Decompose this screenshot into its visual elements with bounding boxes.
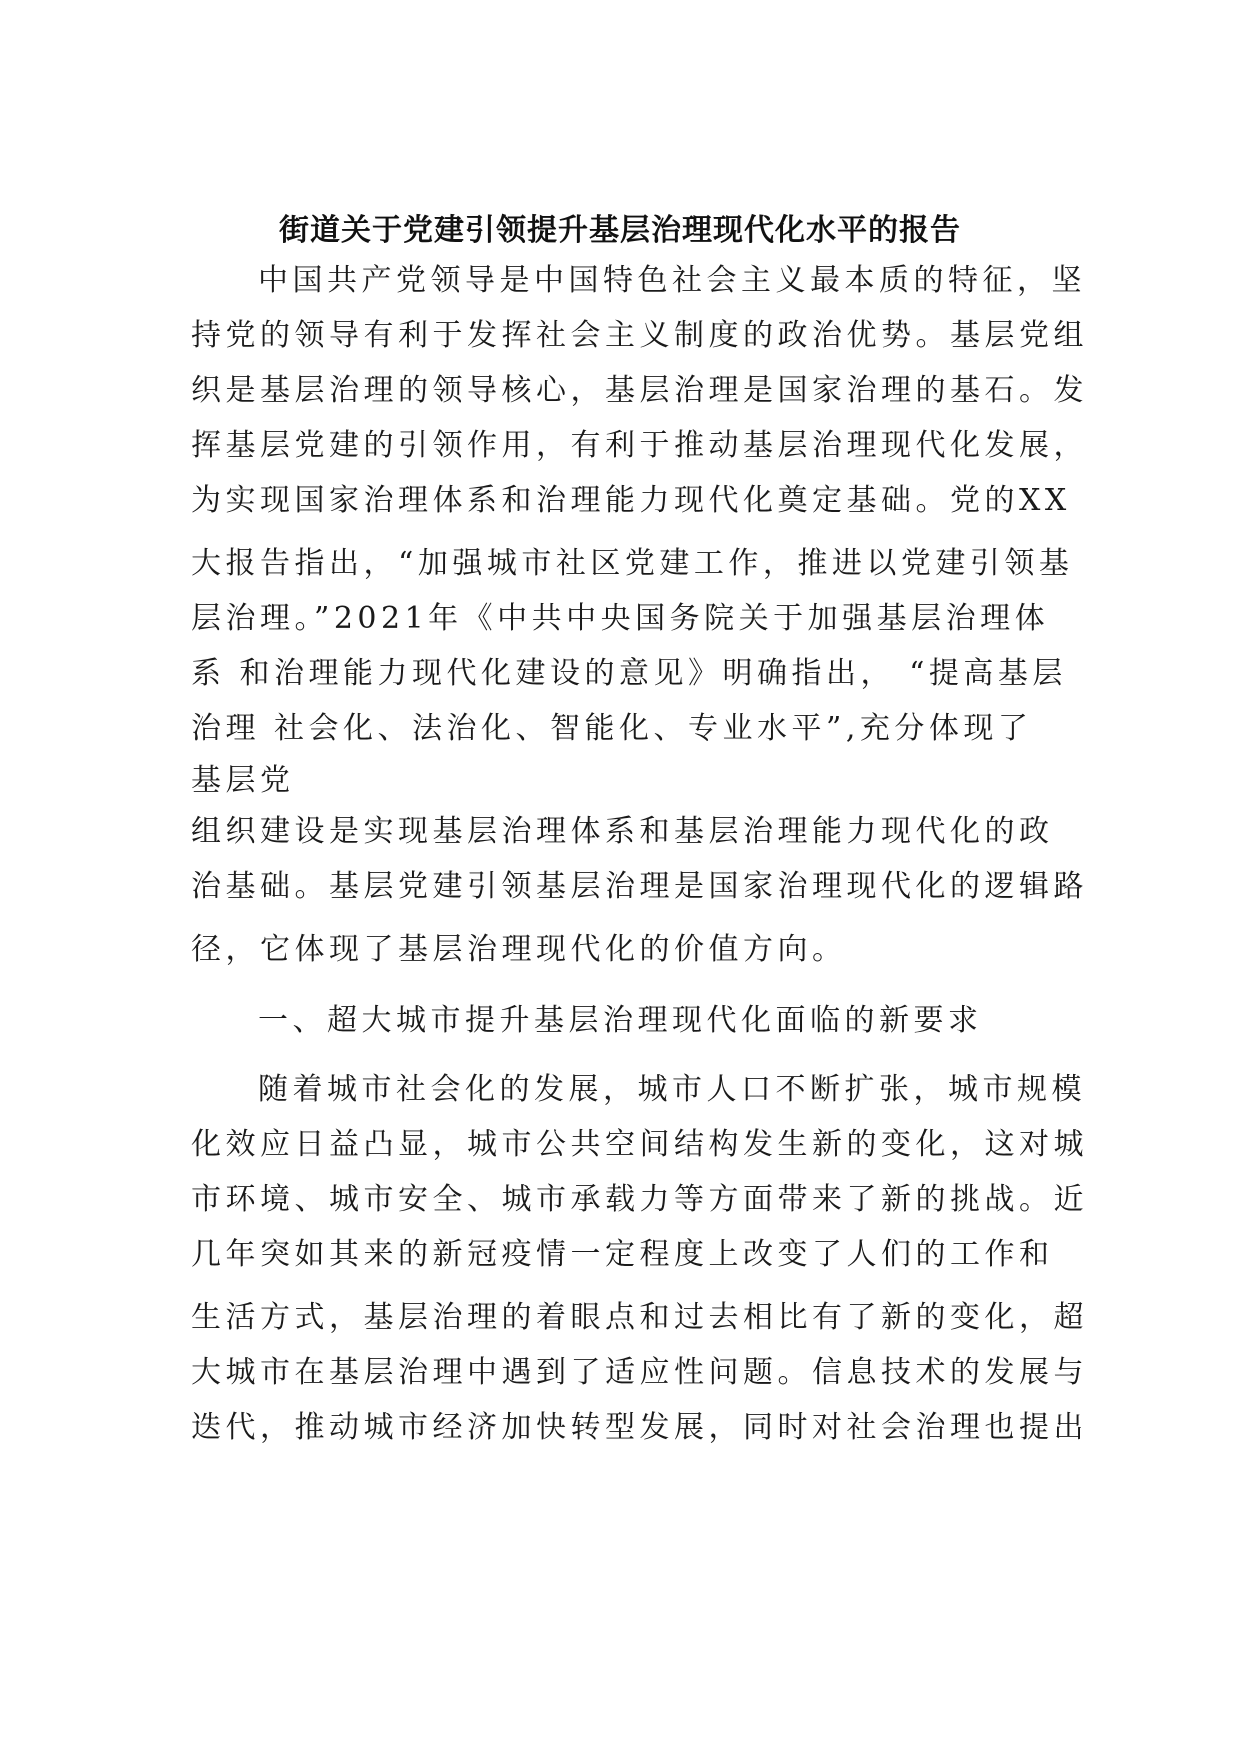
section-heading: 一、超大城市提升基层治理现代化面临的新要求 [258,1003,983,1038]
paragraph-line: 持党的领导有利于发挥社会主义制度的政治优势。基层党组 [191,318,1088,353]
document-title: 街道关于党建引领提升基层治理现代化水平的报告 [279,213,961,248]
paragraph-line: 治理 社会化、法治化、智能化、专业水平”,充分体现了 [191,711,1033,746]
paragraph-line: 化效应日益凸显，城市公共空间结构发生新的变化，这对城 [191,1127,1088,1162]
paragraph-line: 治基础。基层党建引领基层治理是国家治理现代化的逻辑路 [191,869,1088,904]
paragraph-line: 挥基层党建的引领作用，有利于推动基层治理现代化发展， [191,428,1088,463]
paragraph-line: 市环境、城市安全、城市承载力等方面带来了新的挑战。近 [191,1182,1088,1217]
paragraph-line: 中国共产党领导是中国特色社会主义最本质的特征，坚 [258,263,1086,298]
paragraph-line: 随着城市社会化的发展，城市人口不断扩张，城市规模 [258,1072,1086,1107]
paragraph-line: 生活方式，基层治理的着眼点和过去相比有了新的变化，超 [191,1300,1088,1335]
paragraph-line: 基层党 [191,763,295,798]
paragraph-line: 迭代，推动城市经济加快转型发展，同时对社会治理也提出 [191,1410,1088,1445]
paragraph-line: 大城市在基层治理中遇到了适应性问题。信息技术的发展与 [191,1355,1088,1390]
paragraph-line: 组织建设是实现基层治理体系和基层治理能力现代化的政 [191,814,1054,849]
paragraph-line: 层治理。”2021年《中共中央国务院关于加强基层治理体 [191,601,1050,636]
paragraph-line: 径，它体现了基层治理现代化的价值方向。 [191,932,847,967]
paragraph-line: 几年突如其来的新冠疫情一定程度上改变了人们的工作和 [191,1237,1054,1272]
paragraph-line: 织是基层治理的领导核心，基层治理是国家治理的基石。发 [191,373,1088,408]
paragraph-line: 大报告指出，“加强城市社区党建工作，推进以党建引领基 [191,546,1074,581]
paragraph-line: 为实现国家治理体系和治理能力现代化奠定基础。党的XX [191,483,1071,518]
paragraph-line: 系 和治理能力现代化建设的意见》明确指出， “提高基层 [191,656,1067,691]
